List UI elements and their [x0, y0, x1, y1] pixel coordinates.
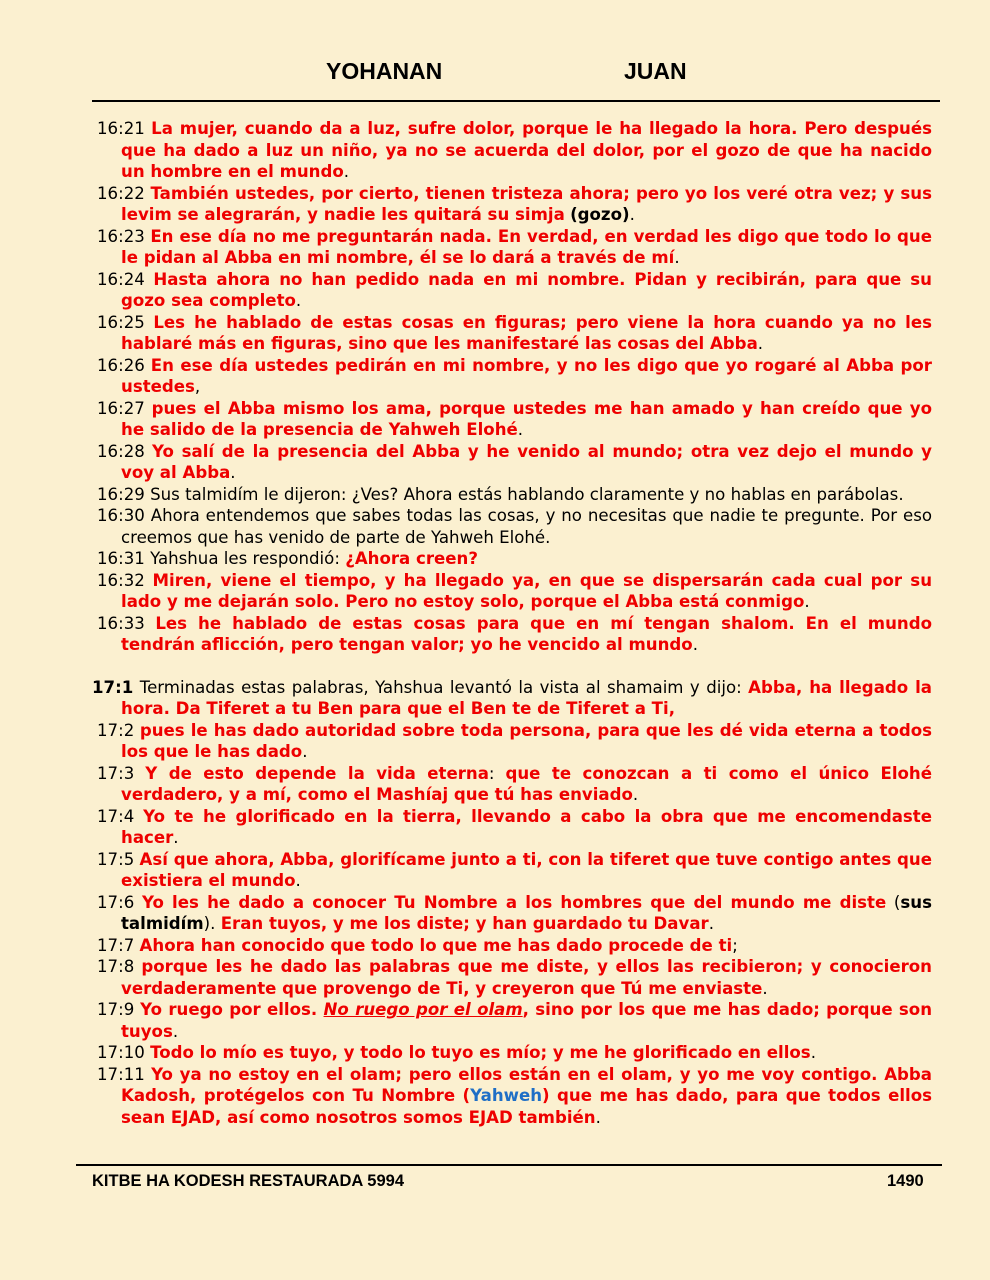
verse — [92, 118, 932, 183]
verse-text: . — [595, 1107, 601, 1127]
verse — [92, 935, 932, 957]
verse — [92, 441, 932, 484]
header-book-hebrew: YOHANAN — [326, 58, 443, 84]
verse-text: ( — [886, 892, 901, 912]
verse — [92, 720, 932, 763]
verse-number: 17:5 — [97, 849, 135, 869]
verse-number: 17:2 — [97, 720, 135, 740]
verse-text: : — [488, 763, 506, 783]
verse-text: . — [674, 248, 680, 267]
verse-text: Yo les he dado a conocer Tu Nombre a los hombres que del mundo me diste — [141, 892, 887, 912]
verse-number: 17:10 — [97, 1043, 145, 1062]
verse-number: 16:33 — [97, 613, 145, 633]
verse-number: 16:28 — [97, 441, 145, 461]
verse-text: . — [632, 785, 639, 804]
verse-number: 17:4 — [97, 806, 135, 826]
verse — [92, 398, 932, 441]
verse — [92, 355, 932, 398]
verse — [92, 505, 932, 548]
verse-text: . — [230, 463, 236, 482]
verse-number: 17:11 — [97, 1064, 145, 1084]
verse-number: 17:8 — [97, 957, 135, 976]
verse-number: 16:32 — [97, 570, 145, 590]
verse — [92, 183, 932, 226]
verse-number: 16:21 — [97, 119, 145, 138]
verse — [92, 677, 932, 720]
verse-text: . — [302, 742, 308, 761]
verse — [92, 312, 932, 355]
verse — [92, 484, 932, 506]
verse-text: No ruego por el olam — [323, 1000, 523, 1019]
header-book-spanish: JUAN — [624, 58, 687, 84]
verse-text: pues le has dado autoridad sobre toda persona, para que les dé vida eterna a todos los que le has dado — [121, 720, 932, 761]
verse-number: 17:1 — [92, 677, 134, 697]
header-divider — [92, 100, 940, 102]
page-header — [0, 58, 990, 90]
verse-text: Eran tuyos, y me los diste; y han guardado tu Davar — [220, 914, 709, 933]
verse-list — [92, 118, 932, 1128]
page-number: 1490 — [887, 1172, 924, 1190]
verse-number: 16:26 — [97, 355, 145, 375]
verse-text: Yo salí de la presencia del Abba y he venido al mundo; otra vez dejo el mundo y voy al Abba — [121, 441, 932, 482]
verse-text: ; — [732, 935, 738, 955]
verse-number: 16:24 — [97, 269, 145, 289]
verse-number: 17:7 — [97, 935, 135, 955]
verse — [92, 548, 932, 570]
verse-text: En ese día no me preguntarán nada. En verdad, en verdad les digo que todo lo que le pidan al Abba en mi nombre, él se lo dará a través de mí — [121, 226, 932, 267]
verse-number: 16:25 — [97, 312, 145, 332]
verse-text: Ahora entendemos que sabes todas las cosas, y no necesitas que nadie te pregunte. Por eso creemos que has venido de parte de Yahweh Elohé. — [121, 506, 933, 547]
verse-text: También ustedes, por cierto, tienen tristeza ahora; pero yo los veré otra vez; y sus levim se alegrarán, y nadie les quitará su simja — [121, 183, 932, 224]
verse-number: 16:27 — [97, 398, 145, 418]
verse-text: . — [173, 828, 179, 847]
verse-text: . — [295, 291, 302, 310]
verse-text: Yo ya no estoy en el olam; pero ellos están en el olam, y yo me voy contigo. Abba Kadosh, protégelos con Tu Nombre ( — [121, 1064, 932, 1105]
verse-text: Les he hablado de estas cosas en figuras; pero viene la hora cuando ya no les hablaré más en figuras, sino que les manifestaré las cosas del Abba — [121, 312, 932, 353]
verse-text: . — [692, 635, 698, 654]
verse-text: ¿Ahora creen? — [345, 549, 478, 568]
verse-number: 16:22 — [97, 183, 145, 203]
verse — [92, 613, 932, 656]
verse-text: Hasta ahora no han pedido nada en mi nombre. Pidan y recibirán, para que su gozo sea completo — [121, 269, 932, 310]
verse — [92, 892, 932, 935]
verse-text: Y de esto depende la vida eterna — [145, 763, 489, 783]
verse-text: . — [629, 205, 635, 224]
verse — [92, 269, 932, 312]
verse-number: 17:9 — [97, 1000, 135, 1019]
verse-text: . — [343, 162, 350, 181]
verse — [92, 849, 932, 892]
verse-text: que te conozcan a ti como el único Elohé verdadero, y a mí, como el Mashíaj que tú has enviado — [121, 763, 932, 804]
verse-text: Todo lo mío es tuyo, y todo lo tuyo es mío; y me he glorificado en ellos — [150, 1043, 811, 1062]
verse-text: . — [762, 978, 768, 998]
verse-text: En ese día ustedes pedirán en mi nombre, y no les digo que yo rogaré al Abba por ustedes — [121, 355, 932, 396]
verse-text: Miren, viene el tiempo, y ha llegado ya, en que se dispersarán cada cual por su lado y me dejarán solo. Pero no estoy solo, porque el Abba está conmigo — [121, 570, 933, 611]
verse-text: . — [708, 914, 714, 933]
footer-title: KITBE HA KODESH RESTAURADA 5994 — [92, 1172, 405, 1190]
verse-text: ) que me has dado, para que todos ellos sean EJAD, así como nosotros somos EJAD también — [121, 1086, 932, 1127]
verse-text: Yahshua les respondió: — [150, 549, 346, 568]
verse-number: 16:30 — [97, 506, 145, 525]
footer-divider — [76, 1164, 942, 1166]
verse — [92, 1064, 932, 1129]
verse-number: 17:6 — [97, 892, 135, 912]
verse — [92, 763, 932, 806]
verse-text: Yo ruego por ellos. — [140, 1000, 324, 1019]
verse-text: . — [804, 592, 810, 611]
verse-text: Sus talmidím le dijeron: ¿Ves? Ahora estás hablando claramente y no hablas en parábolas. — [150, 484, 904, 504]
verse-text: . — [172, 1021, 179, 1041]
verse-text: . — [810, 1043, 816, 1062]
verse-text: . — [517, 420, 524, 439]
verse-text: (gozo) — [570, 205, 630, 224]
verse-text: pues el Abba mismo los ama, porque ustedes me han amado y han creído que yo he salido de la presencia de Yahweh Elohé — [121, 398, 932, 439]
verse-number: 16:31 — [97, 549, 145, 568]
verse-text: . — [757, 334, 764, 353]
verse-text: Abba, ha llegado la hora. Da Tiferet a tu Ben para que el Ben te de Tiferet a Ti, — [121, 677, 933, 718]
verse-text: Yahweh — [470, 1086, 543, 1105]
verse-text: Así que ahora, Abba, glorifícame junto a ti, con la tiferet que tuve contigo antes que existiera el mundo — [121, 849, 932, 890]
verse-text: ). — [203, 914, 221, 933]
verse-text: Ahora han conocido que todo lo que me has dado procede de ti — [139, 935, 733, 955]
verse-text: sus talmidím — [121, 892, 932, 933]
verse — [92, 570, 932, 613]
verse-text: Yo te he glorificado en la tierra, llevando a cabo la obra que me encomendaste hacer — [121, 806, 932, 847]
verse — [92, 226, 932, 269]
verse-text: . — [295, 871, 301, 890]
verse-text: Terminadas estas palabras, Yahshua levantó la vista al shamaim y dijo: — [139, 677, 749, 697]
verse-text: , sino por los que me has dado; porque son tuyos — [121, 1000, 933, 1041]
verse-text: porque les he dado las palabras que me diste, y ellos las recibieron; y conocieron verdaderamente que provengo de Ti, y creyeron que Tú me enviaste — [121, 957, 932, 998]
verse-text: , — [194, 377, 201, 396]
verse-number: 17:3 — [97, 763, 135, 783]
verse — [92, 1042, 932, 1064]
verse — [92, 806, 932, 849]
verse-text: La mujer, cuando da a luz, sufre dolor, porque le ha llegado la hora. Pero después que ha dado a luz un niño, ya no se acuerda del dolor, por el gozo de que ha nacido un hombre en el mundo — [121, 119, 932, 181]
verse — [92, 999, 932, 1042]
verse-number: 16:23 — [97, 226, 145, 246]
verse — [92, 956, 932, 999]
verse-text: Les he hablado de estas cosas para que en mí tengan shalom. En el mundo tendrán aflicción, pero tengan valor; yo he vencido al mundo — [121, 613, 932, 654]
verse-number: 16:29 — [97, 484, 145, 504]
